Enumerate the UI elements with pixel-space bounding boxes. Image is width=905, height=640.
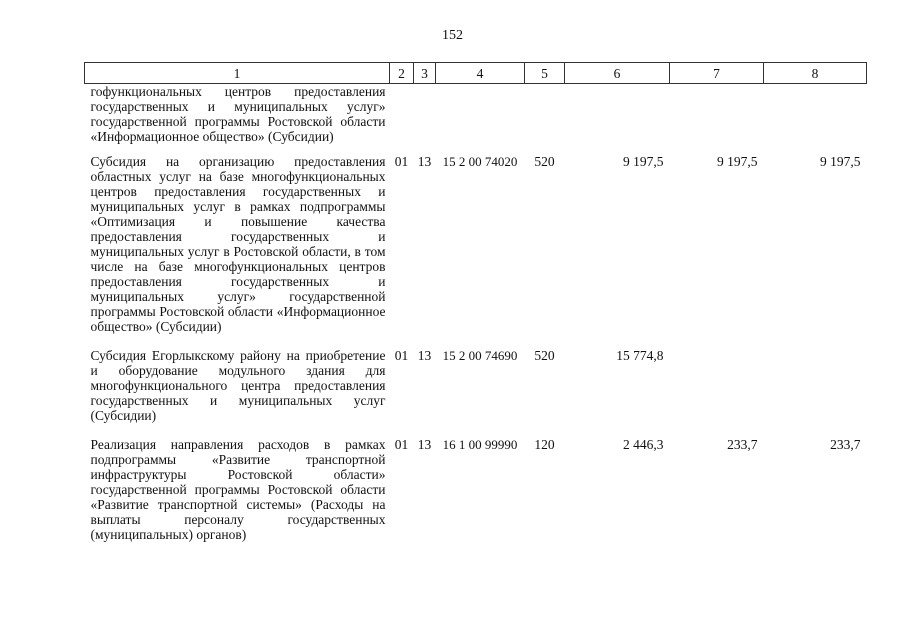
row-name: Субсидия на организацию предоставления областных услуг на базе многофункциональных центров предоставления государственных и муниципальных услуг в рамках подпрограммы «Оптимизация и повышение качества предоставления государственных и муниципальных услуг в Ростовской области, в том числе на базе многофункциональных центров предоставления государственных и муниципальных услуг» государственной программы Ростовской области «Информационное общество» (Субсидии) [90, 154, 386, 334]
table-row [85, 84, 867, 155]
row-target-code: 16 1 00 99990 [442, 437, 518, 452]
row-section: 01 [394, 348, 409, 363]
row-amount-2: 9 197,5 [717, 154, 758, 169]
row-target-code: 15 2 00 74690 [442, 348, 518, 363]
row-subsection: 13 [417, 348, 432, 363]
page-number: 152 [442, 28, 463, 43]
row-expense-type: 520 [534, 154, 555, 169]
row-name: Реализация направления расходов в рамках подпрограммы «Развитие транспортной инфраструктуры Ростовской области» государственной программы Ростовской области «Развитие транспортной системы» (Расходы на выплаты персоналу государственных (муниципальных) органов) [90, 437, 386, 542]
row-amount-3 [764, 84, 867, 155]
row-section: 01 [394, 437, 409, 452]
header-col-6: 6 [565, 63, 670, 84]
row-amount-3: 9 197,5 [820, 154, 861, 169]
table-header-row [85, 63, 867, 84]
row-amount-3: 233,7 [830, 437, 861, 452]
row-subsection [414, 84, 436, 155]
row-target-code: 15 2 00 74020 [442, 154, 518, 169]
row-name: Субсидия Егорлыкскому району на приобретение и оборудование модульного здания для многофункционального центра предоставления государственных и муниципальных услуг (Субсидии) [90, 348, 386, 423]
row-amount-2 [670, 348, 764, 437]
row-amount-1 [565, 84, 670, 155]
row-section: 01 [394, 154, 409, 169]
header-col-4: 4 [436, 63, 525, 84]
row-section [390, 84, 414, 155]
header-col-8: 8 [764, 63, 867, 84]
row-expense-type: 520 [534, 348, 555, 363]
row-amount-2 [670, 84, 764, 155]
header-col-1: 1 [85, 63, 390, 84]
row-amount-3 [764, 348, 867, 437]
row-expense-type [525, 84, 565, 155]
row-target-code [436, 84, 525, 155]
header-col-3: 3 [414, 63, 436, 84]
row-expense-type: 120 [534, 437, 555, 452]
header-col-2: 2 [390, 63, 414, 84]
header-col-7: 7 [670, 63, 764, 84]
header-col-5: 5 [525, 63, 565, 84]
table-row [85, 437, 867, 556]
table-row [85, 348, 867, 437]
row-amount-2: 233,7 [727, 437, 758, 452]
row-subsection: 13 [417, 437, 432, 452]
row-name: гофункциональных центров предоставления государственных и муниципальных услуг» государственной программы Ростовской области «Информационное общество» (Субсидии) [90, 84, 386, 144]
row-amount-1: 2 446,3 [623, 437, 664, 452]
table-row [85, 154, 867, 348]
budget-table [84, 62, 867, 556]
row-amount-1: 15 774,8 [616, 348, 664, 363]
row-subsection: 13 [417, 154, 432, 169]
row-amount-1: 9 197,5 [623, 154, 664, 169]
